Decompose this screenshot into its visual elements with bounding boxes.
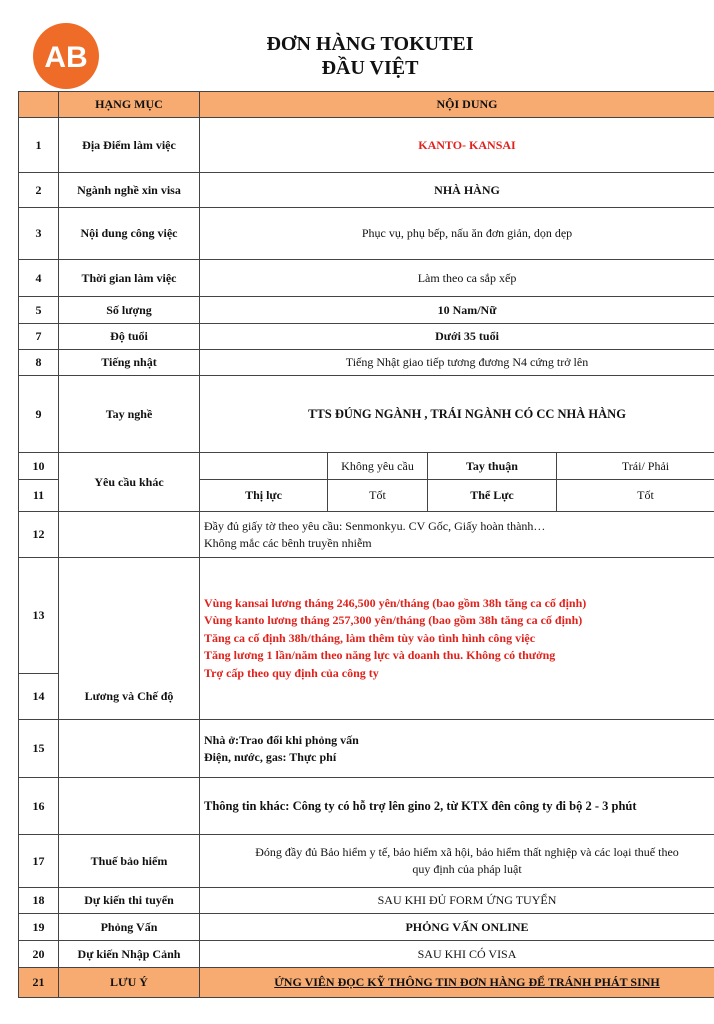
row-category: Thuế bảo hiểm bbox=[59, 835, 200, 888]
utilities-line: Điện, nước, gas: Thực phí bbox=[204, 749, 337, 764]
row-category: Số lượng bbox=[59, 297, 200, 324]
health-line: Không mắc các bênh truyền nhiễm bbox=[204, 535, 372, 550]
row-number: 14 bbox=[19, 674, 59, 720]
row-category: Ngành nghề xin visa bbox=[59, 173, 200, 208]
header-content: NỘI DUNG bbox=[200, 92, 714, 118]
row-number: 18 bbox=[19, 888, 59, 914]
row-category: Tay nghề bbox=[59, 376, 200, 453]
table-row bbox=[19, 118, 714, 173]
salary-line: Tăng lương 1 lần/năm theo năng lực và doanh thu. Không có thưởng bbox=[204, 648, 556, 663]
empty-category-cell bbox=[59, 558, 200, 674]
row-category: Địa Điểm làm việc bbox=[59, 118, 200, 173]
housing-line: Nhà ở:Trao đổi khi phỏng vấn bbox=[204, 732, 359, 747]
table-row bbox=[19, 453, 714, 480]
row-number: 7 bbox=[19, 324, 59, 350]
table-row bbox=[19, 260, 714, 297]
page-title bbox=[200, 32, 540, 80]
row-number: 9 bbox=[19, 376, 59, 453]
req-cell bbox=[200, 453, 328, 480]
table-row bbox=[19, 558, 714, 674]
row-category: Độ tuổi bbox=[59, 324, 200, 350]
row-content bbox=[200, 512, 714, 558]
row-number: 21 bbox=[19, 968, 59, 998]
row-number: 13 bbox=[19, 558, 59, 674]
salary-line: Vùng kansai lương tháng 246,500 yên/tháng (bao gồm 38h tăng ca cố định) bbox=[204, 595, 587, 610]
table-row bbox=[19, 324, 714, 350]
table-row bbox=[19, 297, 714, 324]
table-row bbox=[19, 376, 714, 453]
row-content: Dưới 35 tuổi bbox=[200, 324, 714, 350]
row-number: 11 bbox=[19, 480, 59, 512]
table-row bbox=[19, 208, 714, 260]
req-cell: Tốt bbox=[328, 480, 428, 512]
row-category: Thời gian làm việc bbox=[59, 260, 200, 297]
req-cell: Tay thuận bbox=[428, 453, 557, 480]
req-cell: Thị lực bbox=[200, 480, 328, 512]
row-content bbox=[200, 835, 714, 888]
row-content: PHỎNG VẤN ONLINE bbox=[200, 914, 714, 941]
insurance-line: quy định của pháp luật bbox=[412, 862, 522, 876]
row-number: 2 bbox=[19, 173, 59, 208]
req-cell: Thể Lực bbox=[428, 480, 557, 512]
row-category: Phỏng Vấn bbox=[59, 914, 200, 941]
row-content: NHÀ HÀNG bbox=[200, 173, 714, 208]
table-row bbox=[19, 968, 714, 998]
row-category: Lương và Chế độ bbox=[59, 674, 200, 720]
row-content: SAU KHI CÓ VISA bbox=[200, 941, 714, 968]
salary-line: Tăng ca cố định 38h/tháng, làm thêm tùy vào tình hình công việc bbox=[204, 630, 536, 645]
row-number: 15 bbox=[19, 720, 59, 778]
row-content: KANTO- KANSAI bbox=[200, 118, 714, 173]
empty-category-cell bbox=[59, 720, 200, 778]
title-line-1: ĐƠN HÀNG TOKUTEI bbox=[266, 33, 474, 55]
salary-line: Vùng kanto lương tháng 257,300 yên/tháng (bao gồm 38h tăng ca cố định) bbox=[204, 613, 583, 628]
table-row bbox=[19, 173, 714, 208]
row-content: SAU KHI ĐỦ FORM ỨNG TUYỂN bbox=[200, 888, 714, 914]
row-number: 16 bbox=[19, 778, 59, 835]
row-number: 3 bbox=[19, 208, 59, 260]
row-content: TTS ĐÚNG NGÀNH , TRÁI NGÀNH CÓ CC NHÀ HÀNG bbox=[200, 376, 714, 453]
housing-content bbox=[200, 720, 714, 778]
header-num-cell bbox=[19, 92, 59, 118]
documents-line: Đầy đủ giấy tờ theo yêu cầu: Senmonkyu. CV Gốc, Giấy hoàn thành… bbox=[204, 518, 546, 533]
table-row bbox=[19, 512, 714, 558]
row-category: Dự kiến Nhập Cảnh bbox=[59, 941, 200, 968]
logo-text: AB bbox=[44, 41, 88, 74]
table-row bbox=[19, 914, 714, 941]
row-content: 10 Nam/Nữ bbox=[200, 297, 714, 324]
row-category: Dự kiến thi tuyển bbox=[59, 888, 200, 914]
table-row bbox=[19, 720, 714, 778]
empty-category-cell bbox=[59, 778, 200, 835]
row-content: Tiếng Nhật giao tiếp tương đương N4 cứng trở lên bbox=[200, 350, 714, 376]
empty-category-cell bbox=[59, 512, 200, 558]
table-row bbox=[19, 350, 714, 376]
row-number: 5 bbox=[19, 297, 59, 324]
row-number: 10 bbox=[19, 453, 59, 480]
row-category: LƯU Ý bbox=[59, 968, 200, 998]
ab-logo bbox=[31, 22, 101, 90]
warning-note: ỨNG VIÊN ĐỌC KỸ THÔNG TIN ĐƠN HÀNG ĐỂ TRÁNH PHÁT SINH bbox=[200, 968, 714, 998]
insurance-line: Đóng đầy đủ Bảo hiểm y tế, bảo hiểm xã hội, bảo hiểm thất nghiệp và các loại thuế theo bbox=[255, 845, 679, 859]
row-category: Nội dung công việc bbox=[59, 208, 200, 260]
row-number: 20 bbox=[19, 941, 59, 968]
header-category: HẠNG MỤC bbox=[59, 92, 200, 118]
table-header-row bbox=[19, 92, 714, 118]
req-cell: Không yêu cầu bbox=[328, 453, 428, 480]
salary-line: Trợ cấp theo quy định của công ty bbox=[204, 665, 379, 680]
req-cell: Tốt bbox=[557, 480, 714, 512]
order-table bbox=[18, 91, 714, 998]
table-row bbox=[19, 888, 714, 914]
other-info-content: Thông tin khác: Công ty có hỗ trợ lên gino 2, từ KTX đên công ty đi bộ 2 - 3 phút bbox=[200, 778, 714, 835]
row-number: 4 bbox=[19, 260, 59, 297]
row-number: 19 bbox=[19, 914, 59, 941]
salary-content bbox=[200, 558, 714, 720]
row-number: 1 bbox=[19, 118, 59, 173]
row-number: 17 bbox=[19, 835, 59, 888]
row-category: Yêu cầu khác bbox=[59, 453, 200, 512]
title-line-2: ĐẦU VIỆT bbox=[321, 57, 419, 79]
table-row bbox=[19, 778, 714, 835]
table-row bbox=[19, 835, 714, 888]
row-number: 12 bbox=[19, 512, 59, 558]
table-row bbox=[19, 941, 714, 968]
row-category: Tiếng nhật bbox=[59, 350, 200, 376]
req-cell: Trái/ Phải bbox=[557, 453, 714, 480]
row-number: 8 bbox=[19, 350, 59, 376]
row-content: Phục vụ, phụ bếp, nấu ăn đơn giản, dọn dẹp bbox=[200, 208, 714, 260]
row-content: Làm theo ca sắp xếp bbox=[200, 260, 714, 297]
